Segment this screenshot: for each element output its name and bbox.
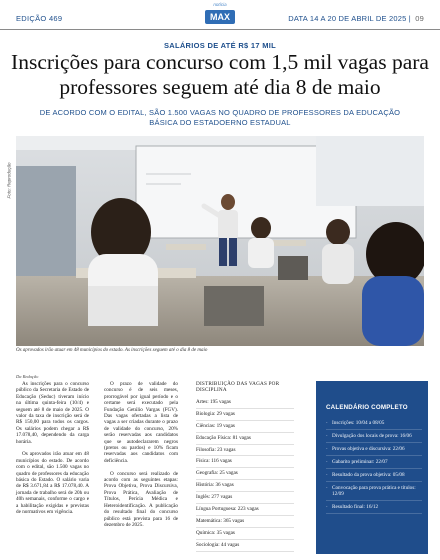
page-header — [0, 0, 440, 30]
article-kicker: SALÁRIOS DE ATÉ R$ 17 MIL — [163, 41, 277, 50]
article-column-1 — [16, 381, 89, 522]
calendar-item — [326, 501, 422, 514]
calendar-item — [326, 469, 422, 482]
vagas-item: História: 36 vagas — [196, 480, 294, 492]
calendar-title: CALENDÁRIO COMPLETO — [326, 404, 408, 411]
vagas-item: Artes: 195 vagas — [196, 397, 294, 409]
calendar-item — [326, 456, 422, 469]
calendar-box — [316, 381, 428, 554]
calendar-item-text: Gabarito preliminar: 22/07 — [332, 459, 388, 465]
photo-caption: Os aprovados irão atuar em 48 municípios do estado. As inscrições seguem até o dia 8 de maio — [16, 348, 208, 353]
article-paragraph: O concurso será realizado de acordo com as seguintes etapas: Prova Objetiva, Prova Discursiva, Prova Prática, Avaliação de Títulos, Perícia Médica e Heteroidentificação. A publicação do resultado final do concurso público está prevista para 16 de dezembro de 2025. — [104, 470, 178, 528]
bullet-icon: · — [326, 433, 328, 439]
vagas-item: Química: 35 vagas — [196, 528, 294, 540]
vagas-item: Matemática: 365 vagas — [196, 516, 294, 528]
bullet-icon: · — [326, 472, 328, 478]
vagas-distribution — [196, 381, 294, 552]
vagas-item: Física: 116 vagas — [196, 456, 294, 468]
calendar-item — [326, 482, 422, 501]
bullet-icon: · — [326, 420, 328, 426]
calendar-item — [326, 417, 422, 430]
bullet-icon: · — [326, 459, 328, 465]
bullet-icon: · — [326, 446, 328, 452]
calendar-item-text: Divulgação dos locais de prova: 16/06 — [332, 433, 412, 439]
issue-date-text: DATA 14 A 20 DE ABRIL DE 2025 | — [288, 14, 411, 23]
edition-number: EDIÇÃO 469 — [16, 14, 63, 23]
calendar-item-text: Inscrições: 10/04 a 08/05 — [332, 420, 385, 426]
article-paragraph: Os aprovados irão atuar em 48 municípios do estado. De acordo com o edital, são 1.500 vagas no quadro de professores da educação básica do Estado. O salário varia de R$ 3.671,84 a R$ 17.078,40. A jornada de trabalho será de 20h ou 40h semanais, conforme o cargo e a habilitação exigidas e previstas de normativos em vigência. — [16, 451, 89, 516]
vagas-title: DISTRIBUIÇÃO DAS VAGAS POR DISCIPLINA — [196, 381, 280, 393]
issue-date — [288, 14, 424, 23]
bullet-icon: · — [326, 485, 328, 491]
vagas-item: Geografia: 25 vagas — [196, 468, 294, 480]
vagas-item: Ciências: 19 vagas — [196, 421, 294, 433]
article-paragraph: As inscrições para o concurso público da Secretaria de Estado de Educação (Seduc) tiveram início na última quinta-feira (10/4) e seguem até 8 de maio de 2025. O valor da taxa de inscrição será de R$ 150,00 para todos os cargos. Os salários podem chegar a R$ 17.078,40, dependendo da carga horária. — [16, 381, 89, 445]
calendar-item — [326, 443, 422, 456]
logo-wordmark: MAX — [205, 10, 235, 24]
calendar-item-text: Convocação para prova prática e títulos: 12/09 — [332, 485, 416, 497]
classroom-photo — [16, 136, 424, 346]
bullet-icon: · — [326, 504, 328, 510]
vagas-item: Biologia: 29 vagas — [196, 409, 294, 421]
article-subhead: DE ACORDO COM O EDITAL, SÃO 1.500 VAGAS NO QUADRO DE PROFESSORES DA EDUCAÇÃO BÁSICA DO ESTADOERNO ESTADUAL — [39, 108, 401, 127]
article-byline: Da Redação — [16, 374, 39, 379]
calendar-item-text: Provas objetiva e discursiva: 22/06 — [332, 446, 405, 452]
photo-credit — [5, 152, 13, 212]
calendar-item — [326, 430, 422, 443]
article-paragraph: O prazo de validade do concurso é de seis meses, prorrogável por igual período e o certame será executado pela Fundação Getúlio Vargas (FGV). Das vagas ofertadas a lista de vagas a ser criadas durante o prazo de validade do concurso, 20% serão reservadas aos candidatos que se autodeclararem negros (pretos ou pardos) e 10% ficam reservadas aos candidatos com deficiência. — [104, 381, 178, 464]
logo-tagline: notícia — [213, 2, 227, 7]
page-number: 09 — [415, 14, 424, 23]
vagas-item: Inglês: 277 vagas — [196, 492, 294, 504]
vagas-item: Língua Portuguesa: 223 vagas — [196, 504, 294, 516]
calendar-item-text: Resultado final: 16/12 — [332, 504, 379, 510]
article-photo — [16, 136, 424, 346]
article-headline: Inscrições para concurso com 1,5 mil vagas para professores seguem até dia 8 de maio — [11, 50, 429, 99]
photo-credit-text: Foto: Reprodução — [6, 162, 12, 199]
vagas-item: Sociologia: 44 vagas — [196, 540, 294, 552]
calendar-item-text: Resultado da prova objetiva: 05/08 — [332, 472, 405, 478]
vagas-item: Filosofia: 23 vagas — [196, 445, 294, 457]
newspaper-logo[interactable] — [202, 2, 238, 25]
article-column-2 — [104, 381, 178, 535]
vagas-item: Educação Física: 81 vagas — [196, 433, 294, 445]
